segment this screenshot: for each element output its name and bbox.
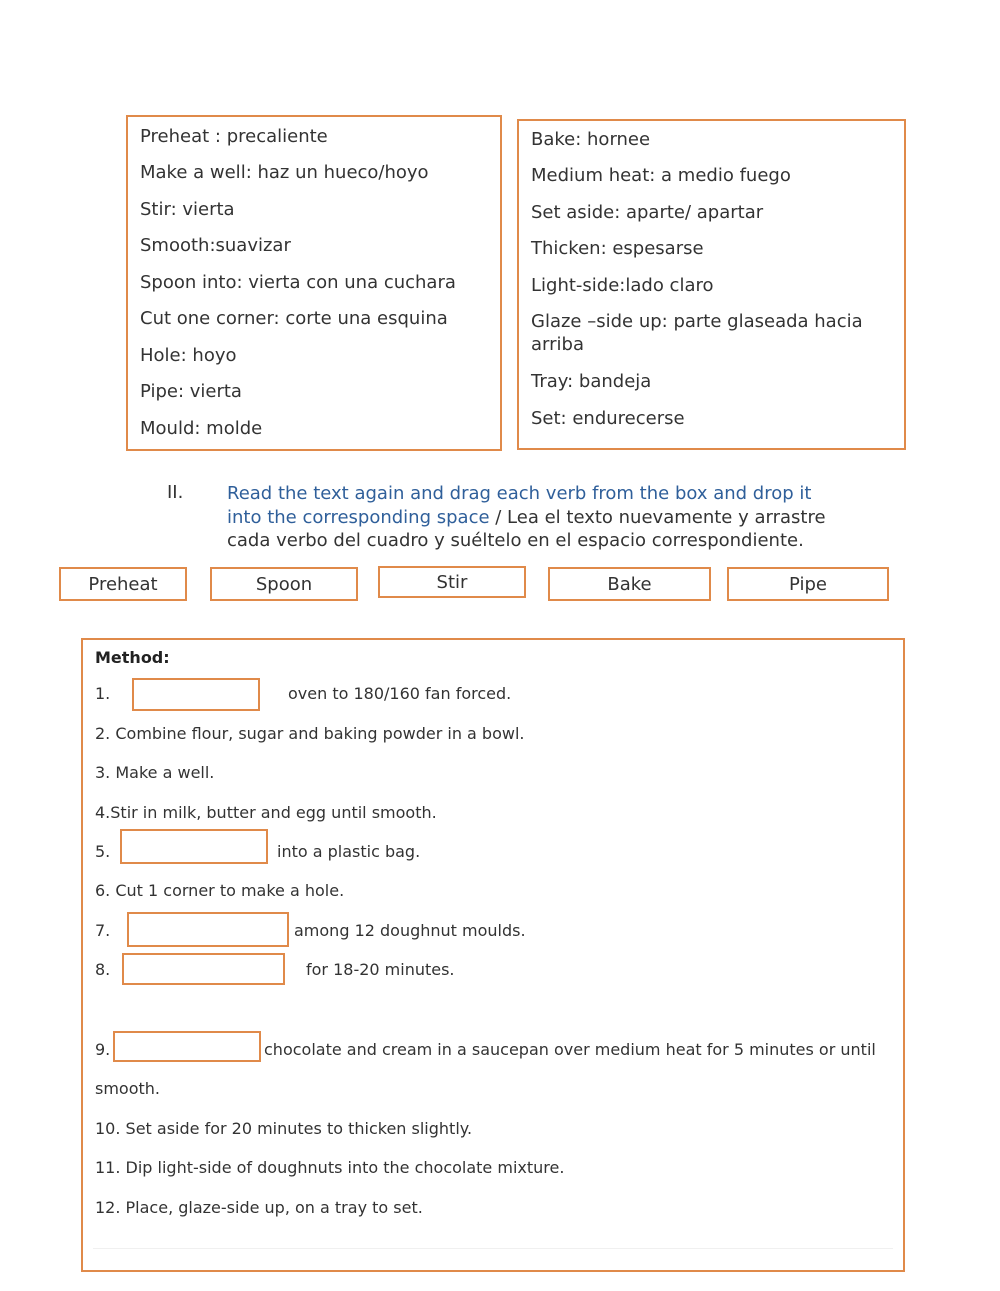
glossary-item: Spoon into: vierta con una cuchara	[140, 272, 456, 293]
step-6: 6. Cut 1 corner to make a hole.	[95, 881, 345, 900]
glossary-item: Cut one corner: corte una esquina	[140, 308, 448, 329]
glossary-item: Thicken: espesarse	[531, 238, 704, 259]
step-text: chocolate and cream in a saucepan over medium heat for 5 minutes or until	[264, 1040, 876, 1059]
glossary-item: Light-side:lado claro	[531, 275, 714, 296]
glossary-item: Preheat : precaliente	[140, 126, 328, 147]
word-chip-stir[interactable]: Stir	[378, 566, 526, 598]
glossary-item: arriba	[531, 334, 584, 355]
word-chip-bake[interactable]: Bake	[548, 567, 711, 601]
drop-slot-9[interactable]	[113, 1031, 261, 1062]
step-4: 4.Stir in milk, butter and egg until smooth.	[95, 803, 437, 822]
step-11: 11. Dip light-side of doughnuts into the chocolate mixture.	[95, 1158, 565, 1177]
step-text: for 18-20 minutes.	[306, 960, 455, 979]
divider	[93, 1248, 893, 1249]
glossary-item: Stir: vierta	[140, 199, 235, 220]
glossary-item: Make a well: haz un hueco/hoyo	[140, 162, 429, 183]
glossary-item: Set: endurecerse	[531, 408, 685, 429]
glossary-item: Pipe: vierta	[140, 381, 242, 402]
instructions-english: Read the text again and drag each verb from the box and drop it into the corresponding space	[227, 483, 812, 528]
step-9-continued: smooth.	[95, 1079, 160, 1098]
step-number: 8.	[95, 960, 111, 979]
drop-slot-8[interactable]	[122, 953, 285, 985]
glossary-item: Mould: molde	[140, 418, 263, 439]
drop-slot-1[interactable]	[132, 678, 260, 711]
step-number: 7.	[95, 921, 111, 940]
method-title: Method:	[95, 648, 170, 667]
glossary-right-box	[517, 119, 906, 450]
step-2: 2. Combine flour, sugar and baking powder in a bowl.	[95, 724, 525, 743]
word-chip-preheat[interactable]: Preheat	[59, 567, 187, 601]
step-text: oven to 180/160 fan forced.	[288, 684, 512, 703]
step-12: 12. Place, glaze-side up, on a tray to set.	[95, 1198, 423, 1217]
glossary-item: Glaze –side up: parte glaseada hacia	[531, 311, 863, 332]
step-number: 5.	[95, 842, 111, 861]
glossary-item: Smooth:suavizar	[140, 235, 291, 256]
glossary-item: Bake: hornee	[531, 129, 651, 150]
glossary-item: Set aside: aparte/ apartar	[531, 202, 764, 223]
step-text: among 12 doughnut moulds.	[294, 921, 526, 940]
glossary-item: Hole: hoyo	[140, 345, 237, 366]
step-10: 10. Set aside for 20 minutes to thicken slightly.	[95, 1119, 473, 1138]
glossary-left-box	[126, 115, 502, 451]
step-number: 1.	[95, 684, 111, 703]
drop-slot-7[interactable]	[127, 912, 289, 947]
step-3: 3. Make a well.	[95, 763, 215, 782]
step-number: 9.	[95, 1040, 111, 1059]
drop-slot-5[interactable]	[120, 829, 268, 864]
glossary-item: Tray: bandeja	[531, 371, 652, 392]
method-box	[81, 638, 905, 1272]
word-chip-pipe[interactable]: Pipe	[727, 567, 889, 601]
glossary-item: Medium heat: a medio fuego	[531, 165, 791, 186]
instructions-text	[227, 482, 847, 553]
section-number: II.	[167, 482, 184, 503]
word-chip-spoon[interactable]: Spoon	[210, 567, 358, 601]
instructions-spanish: / Lea el texto nuevamente y arrastre cada verbo del cuadro y suéltelo en el espacio correspondiente.	[227, 506, 826, 551]
step-text: into a plastic bag.	[277, 842, 421, 861]
